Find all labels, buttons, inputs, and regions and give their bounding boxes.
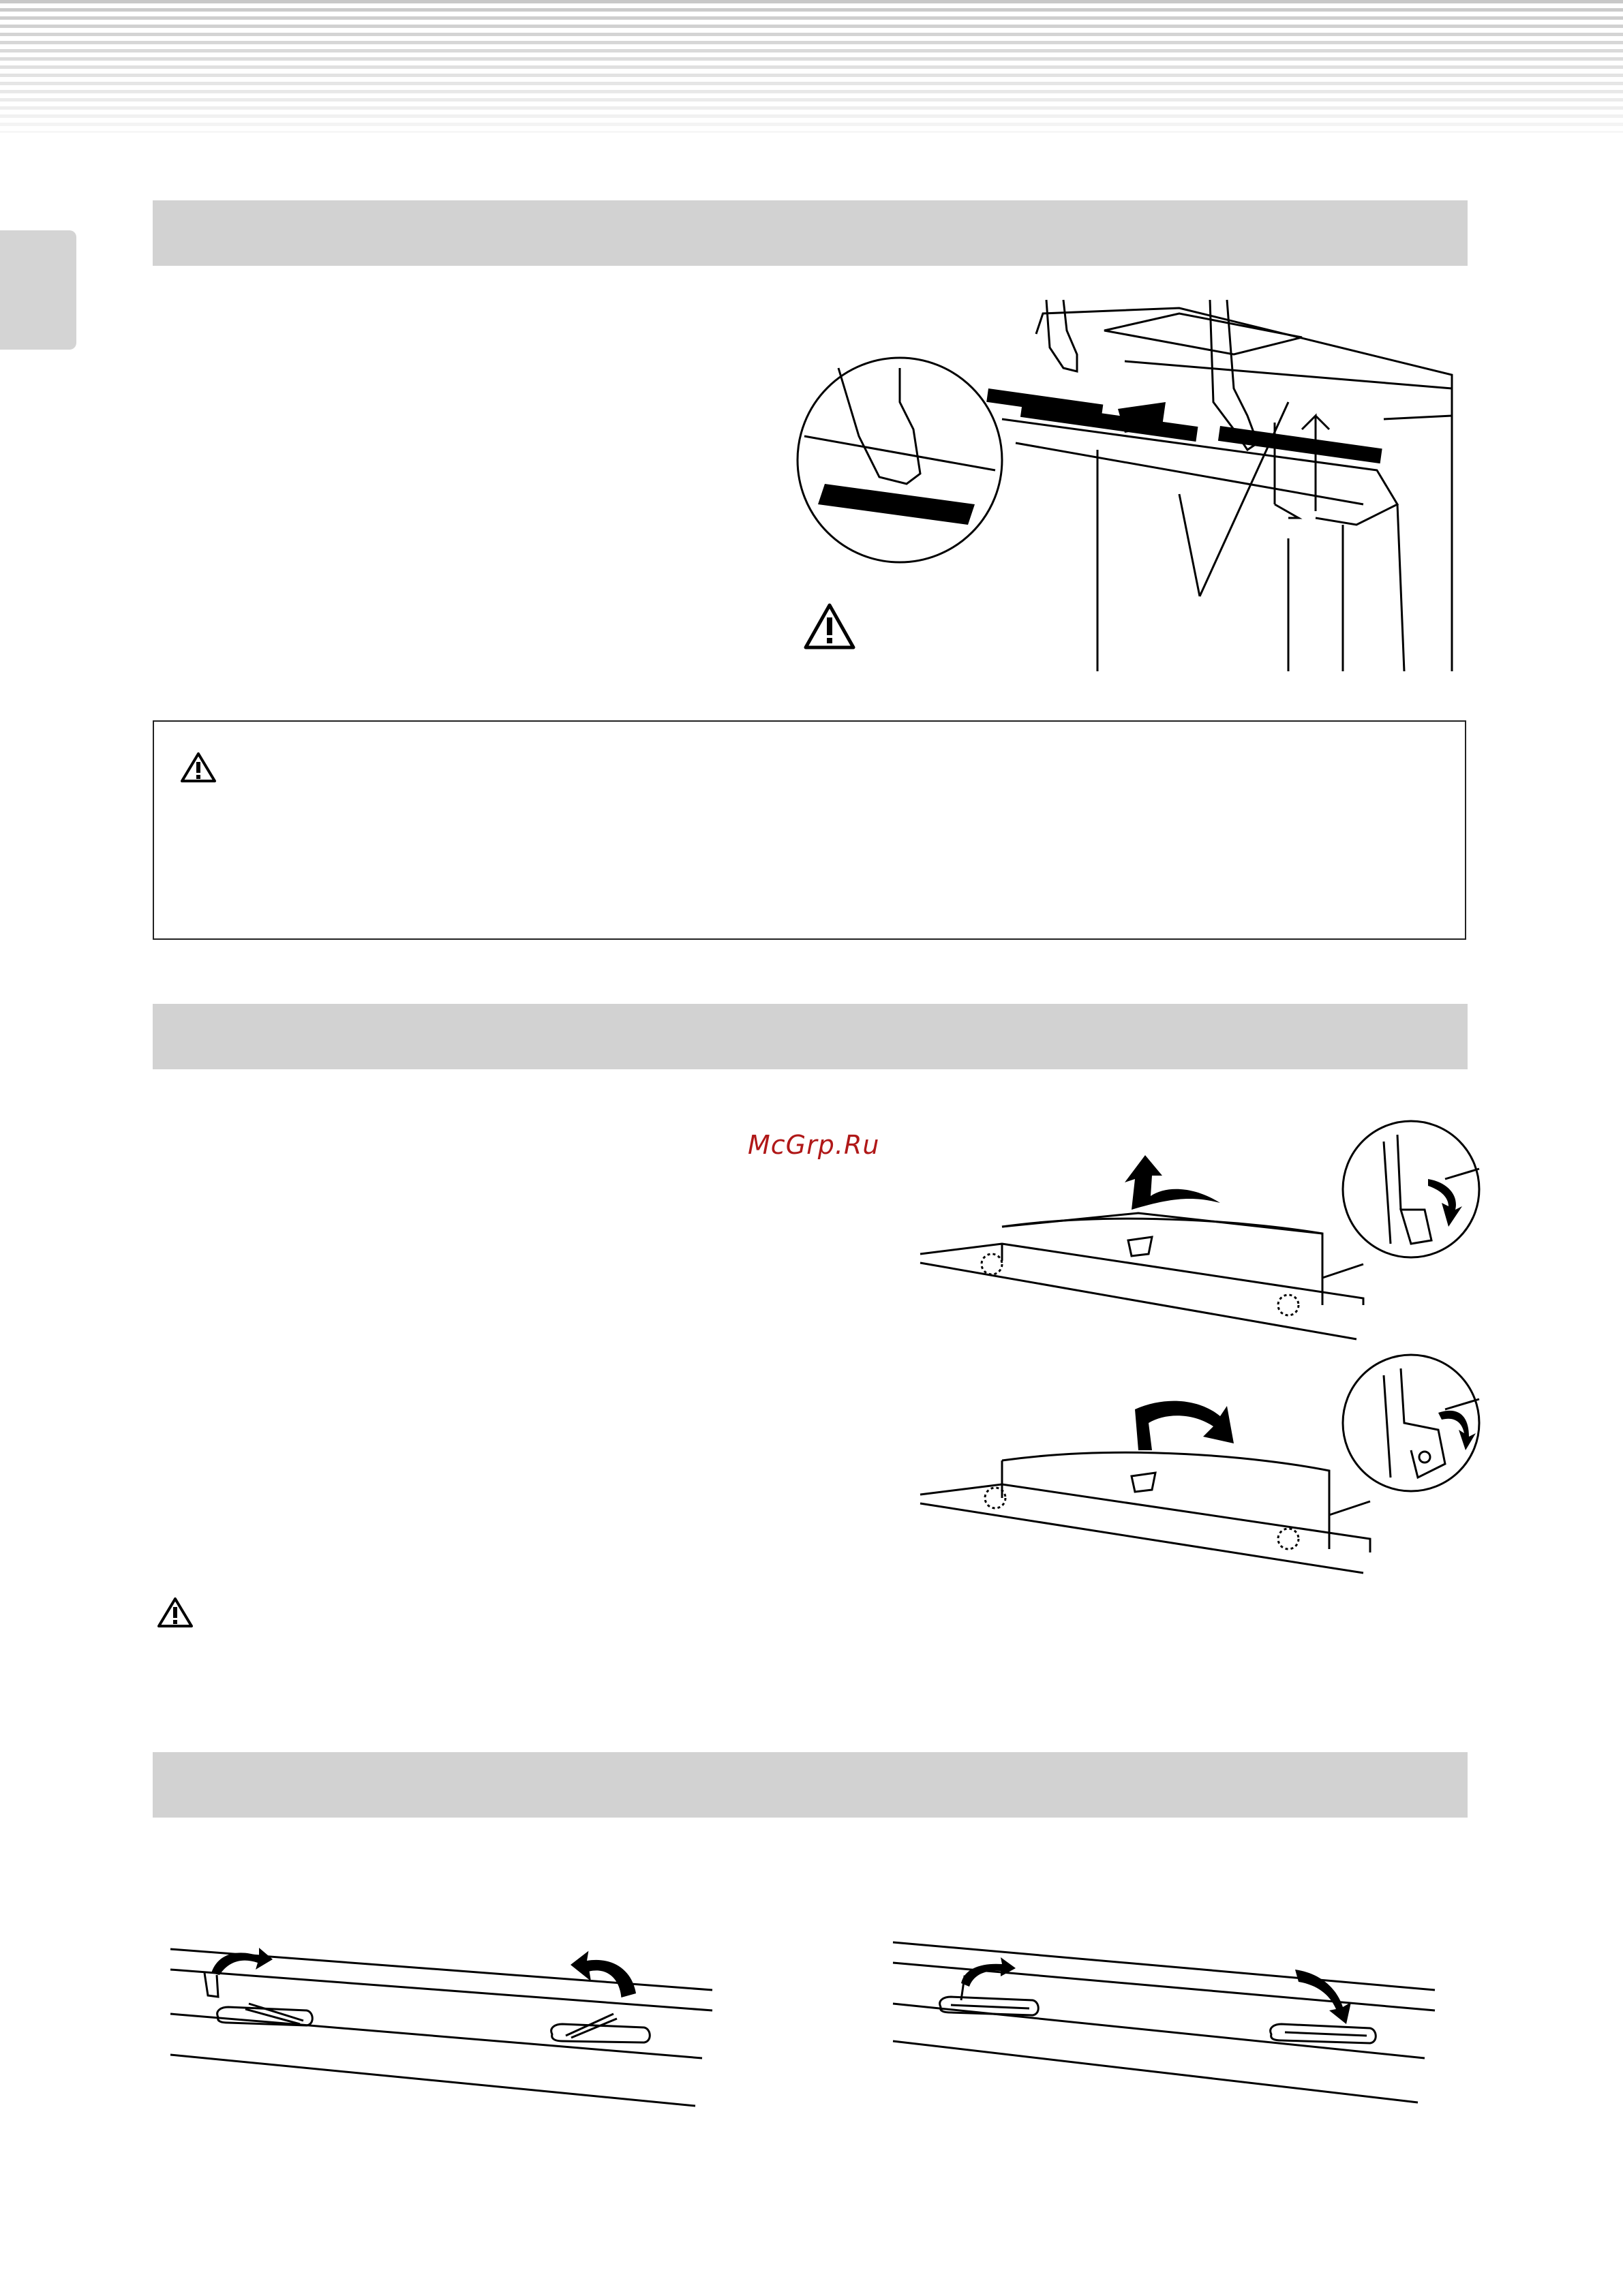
header-stripes bbox=[0, 0, 1623, 133]
chapter-tab bbox=[0, 230, 76, 350]
warning-triangle-icon bbox=[181, 752, 216, 782]
caution-box bbox=[153, 720, 1466, 940]
section-heading-bar-1 bbox=[153, 200, 1468, 266]
warning-triangle-icon bbox=[806, 605, 853, 647]
watermark: McGrp.Ru bbox=[748, 1130, 880, 1160]
music-rest-clips-illustration-down bbox=[920, 1348, 1466, 1580]
sheet-holders-illustration-open bbox=[164, 1922, 723, 2113]
keyboard-cover-illustration bbox=[798, 300, 1466, 668]
warning-triangle-icon bbox=[157, 1597, 193, 1627]
music-rest-clips-illustration-up bbox=[920, 1121, 1466, 1346]
sheet-holders-illustration-closed bbox=[886, 1922, 1445, 2113]
section-heading-bar-2 bbox=[153, 1004, 1468, 1069]
section-heading-bar-3 bbox=[153, 1752, 1468, 1818]
